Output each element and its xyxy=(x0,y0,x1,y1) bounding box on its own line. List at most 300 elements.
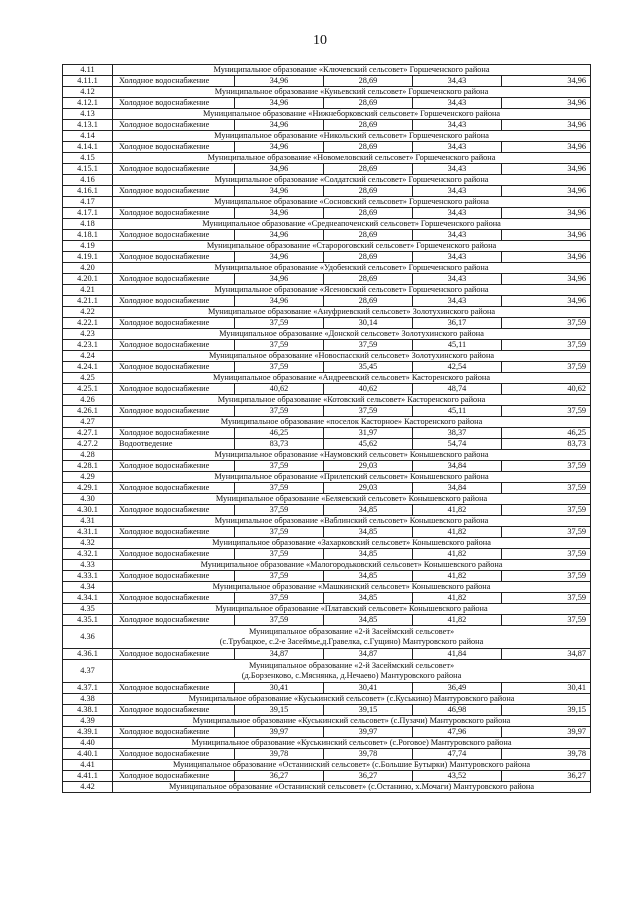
municipality-header-row xyxy=(63,660,591,683)
tariff-value-2: 39,78 xyxy=(324,749,413,760)
section-number: 4.34 xyxy=(63,582,113,593)
municipality-title: Муниципальное образование «Куськинский сельсовет» (с.Куськино) Мантуровского района xyxy=(113,694,591,705)
municipality-header-row xyxy=(63,153,591,164)
tariff-value-2: 34,87 xyxy=(324,649,413,660)
service-name: Холодное водоснабжение xyxy=(113,318,235,329)
tariff-value-3: 54,74 xyxy=(413,439,502,450)
municipality-header-row xyxy=(63,760,591,771)
tariff-value-3: 41,82 xyxy=(413,549,502,560)
municipality-title: Муниципальное образование «Ваблинский сельсовет» Конышевского района xyxy=(113,516,591,527)
tariff-value-4: 37,59 xyxy=(502,549,591,560)
municipality-title xyxy=(113,660,591,683)
tariff-value-2: 28,69 xyxy=(324,98,413,109)
municipality-title: Муниципальное образование «Ключевский сельсовет» Горшеченского района xyxy=(113,65,591,76)
tariff-value-3: 46,98 xyxy=(413,705,502,716)
tariff-value-2: 37,59 xyxy=(324,340,413,351)
tariff-value-3: 36,17 xyxy=(413,318,502,329)
section-number: 4.20 xyxy=(63,263,113,274)
tariff-value-2: 30,14 xyxy=(324,318,413,329)
tariff-value-4: 37,59 xyxy=(502,505,591,516)
municipality-header-row xyxy=(63,175,591,186)
municipality-header-row xyxy=(63,538,591,549)
municipality-header-row xyxy=(63,219,591,230)
tariff-value-1: 37,59 xyxy=(235,505,324,516)
tariff-value-1: 37,59 xyxy=(235,615,324,626)
section-number: 4.40 xyxy=(63,738,113,749)
service-name: Холодное водоснабжение xyxy=(113,593,235,604)
tariff-value-3: 41,84 xyxy=(413,649,502,660)
municipality-title: Муниципальное образование «Малогородьковский сельсовет» Конышевского района xyxy=(113,560,591,571)
municipality-title: Муниципальное образование «Новоспасский сельсовет» Золотухинского района xyxy=(113,351,591,362)
page-number: 10 xyxy=(313,33,327,48)
section-number: 4.11 xyxy=(63,65,113,76)
section-number: 4.21 xyxy=(63,285,113,296)
section-number: 4.28 xyxy=(63,450,113,461)
tariff-value-1: 34,96 xyxy=(235,120,324,131)
tariff-value-4: 83,73 xyxy=(502,439,591,450)
tariff-row xyxy=(63,274,591,285)
tariff-value-1: 34,96 xyxy=(235,98,324,109)
tariff-value-2: 40,62 xyxy=(324,384,413,395)
tariff-value-2: 28,69 xyxy=(324,164,413,175)
tariff-value-1: 34,96 xyxy=(235,230,324,241)
row-number: 4.20.1 xyxy=(63,274,113,285)
service-name: Холодное водоснабжение xyxy=(113,164,235,175)
tariff-value-1: 40,62 xyxy=(235,384,324,395)
row-number: 4.32.1 xyxy=(63,549,113,560)
tariff-value-2: 30,41 xyxy=(324,683,413,694)
service-name: Холодное водоснабжение xyxy=(113,461,235,472)
service-name: Холодное водоснабжение xyxy=(113,749,235,760)
municipality-header-row xyxy=(63,65,591,76)
tariff-value-2: 34,85 xyxy=(324,593,413,604)
service-name: Холодное водоснабжение xyxy=(113,76,235,87)
tariff-value-3: 36,49 xyxy=(413,683,502,694)
tariff-row xyxy=(63,98,591,109)
tariff-value-4: 34,87 xyxy=(502,649,591,660)
service-name: Холодное водоснабжение xyxy=(113,549,235,560)
municipality-title-line-2: (с.Трубацкое, с.2-е Засеймье,д.Гравелка, с.Гущино) Мантуровского района xyxy=(219,637,484,646)
municipality-header-row xyxy=(63,450,591,461)
tariff-value-1: 34,96 xyxy=(235,296,324,307)
tariff-value-1: 34,87 xyxy=(235,649,324,660)
section-number: 4.27 xyxy=(63,417,113,428)
section-number: 4.15 xyxy=(63,153,113,164)
service-name: Холодное водоснабжение xyxy=(113,120,235,131)
tariff-value-4: 37,59 xyxy=(502,483,591,494)
municipality-header-row xyxy=(63,395,591,406)
tariff-value-1: 37,59 xyxy=(235,406,324,417)
municipality-title: Муниципальное образование «поселок Касторное» Касторенского района xyxy=(113,417,591,428)
section-number: 4.38 xyxy=(63,694,113,705)
municipality-title: Муниципальное образование «Машкинский сельсовет» Конышевского района xyxy=(113,582,591,593)
section-number: 4.31 xyxy=(63,516,113,527)
section-number: 4.35 xyxy=(63,604,113,615)
tariff-row xyxy=(63,406,591,417)
service-name: Холодное водоснабжение xyxy=(113,186,235,197)
tariff-value-3: 48,74 xyxy=(413,384,502,395)
tariff-value-4: 46,25 xyxy=(502,428,591,439)
municipality-header-row xyxy=(63,329,591,340)
tariff-row xyxy=(63,120,591,131)
section-number: 4.39 xyxy=(63,716,113,727)
row-number: 4.30.1 xyxy=(63,505,113,516)
tariff-value-4: 37,59 xyxy=(502,527,591,538)
section-number: 4.22 xyxy=(63,307,113,318)
row-number: 4.19.1 xyxy=(63,252,113,263)
tariff-value-1: 34,96 xyxy=(235,164,324,175)
tariff-row xyxy=(63,208,591,219)
municipality-header-row xyxy=(63,626,591,649)
tariff-row xyxy=(63,296,591,307)
municipality-title: Муниципальное образование «Солдатский сельсовет» Горшеченского района xyxy=(113,175,591,186)
municipality-header-row xyxy=(63,494,591,505)
row-number: 4.36.1 xyxy=(63,649,113,660)
tariff-value-3: 34,43 xyxy=(413,98,502,109)
tariff-value-2: 36,27 xyxy=(324,771,413,782)
section-number: 4.41 xyxy=(63,760,113,771)
municipality-title: Муниципальное образование «Прилепский сельсовет» Конышевского района xyxy=(113,472,591,483)
tariff-table xyxy=(62,64,591,793)
tariff-value-2: 39,15 xyxy=(324,705,413,716)
service-name: Водоотведение xyxy=(113,439,235,450)
row-number: 4.24.1 xyxy=(63,362,113,373)
service-name: Холодное водоснабжение xyxy=(113,771,235,782)
municipality-title-line-2: (д.Борзенково, с.Мяснянка, д.Нечаево) Мантуровского района xyxy=(241,671,462,680)
row-number: 4.34.1 xyxy=(63,593,113,604)
tariff-value-4: 34,96 xyxy=(502,76,591,87)
service-name: Холодное водоснабжение xyxy=(113,428,235,439)
service-name: Холодное водоснабжение xyxy=(113,727,235,738)
tariff-value-1: 36,27 xyxy=(235,771,324,782)
row-number: 4.21.1 xyxy=(63,296,113,307)
tariff-row xyxy=(63,615,591,626)
tariff-value-2: 28,69 xyxy=(324,208,413,219)
tariff-value-4: 37,59 xyxy=(502,615,591,626)
tariff-value-2: 34,85 xyxy=(324,571,413,582)
section-number: 4.17 xyxy=(63,197,113,208)
tariff-value-1: 39,78 xyxy=(235,749,324,760)
tariff-value-2: 34,85 xyxy=(324,527,413,538)
tariff-value-4: 37,59 xyxy=(502,461,591,472)
tariff-value-1: 34,96 xyxy=(235,186,324,197)
section-number: 4.37 xyxy=(63,660,113,683)
row-number: 4.37.1 xyxy=(63,683,113,694)
municipality-header-row xyxy=(63,351,591,362)
municipality-header-row xyxy=(63,716,591,727)
tariff-value-4: 30,41 xyxy=(502,683,591,694)
section-number: 4.19 xyxy=(63,241,113,252)
tariff-value-4: 37,59 xyxy=(502,362,591,373)
tariff-value-3: 41,82 xyxy=(413,615,502,626)
tariff-value-1: 34,96 xyxy=(235,208,324,219)
section-number: 4.32 xyxy=(63,538,113,549)
tariff-value-1: 37,59 xyxy=(235,340,324,351)
tariff-value-1: 46,25 xyxy=(235,428,324,439)
municipality-header-row xyxy=(63,560,591,571)
service-name: Холодное водоснабжение xyxy=(113,683,235,694)
row-number: 4.23.1 xyxy=(63,340,113,351)
row-number: 4.39.1 xyxy=(63,727,113,738)
tariff-row xyxy=(63,727,591,738)
service-name: Холодное водоснабжение xyxy=(113,142,235,153)
section-number: 4.29 xyxy=(63,472,113,483)
section-number: 4.30 xyxy=(63,494,113,505)
tariff-value-4: 34,96 xyxy=(502,252,591,263)
tariff-row xyxy=(63,705,591,716)
tariff-value-2: 29,03 xyxy=(324,461,413,472)
municipality-header-row xyxy=(63,738,591,749)
tariff-row xyxy=(63,76,591,87)
service-name: Холодное водоснабжение xyxy=(113,274,235,285)
row-number: 4.27.1 xyxy=(63,428,113,439)
municipality-title: Муниципальное образование «Останинский сельсовет» (с.Останино, х.Мочаги) Мантуровского района xyxy=(113,782,591,793)
service-name: Холодное водоснабжение xyxy=(113,705,235,716)
row-number: 4.31.1 xyxy=(63,527,113,538)
service-name: Холодное водоснабжение xyxy=(113,362,235,373)
tariff-value-4: 37,59 xyxy=(502,340,591,351)
tariff-value-4: 34,96 xyxy=(502,186,591,197)
row-number: 4.18.1 xyxy=(63,230,113,241)
tariff-value-3: 38,37 xyxy=(413,428,502,439)
tariff-value-2: 28,69 xyxy=(324,186,413,197)
service-name: Холодное водоснабжение xyxy=(113,571,235,582)
municipality-header-row xyxy=(63,417,591,428)
tariff-value-4: 34,96 xyxy=(502,296,591,307)
tariff-value-3: 41,82 xyxy=(413,505,502,516)
tariff-row xyxy=(63,749,591,760)
row-number: 4.12.1 xyxy=(63,98,113,109)
municipality-header-row xyxy=(63,109,591,120)
row-number: 4.11.1 xyxy=(63,76,113,87)
tariff-value-2: 28,69 xyxy=(324,76,413,87)
tariff-value-4: 34,96 xyxy=(502,208,591,219)
tariff-value-3: 34,43 xyxy=(413,274,502,285)
tariff-row xyxy=(63,142,591,153)
tariff-row xyxy=(63,252,591,263)
tariff-value-3: 47,74 xyxy=(413,749,502,760)
tariff-row xyxy=(63,362,591,373)
tariff-value-2: 45,62 xyxy=(324,439,413,450)
row-number: 4.29.1 xyxy=(63,483,113,494)
tariff-row xyxy=(63,683,591,694)
municipality-header-row xyxy=(63,782,591,793)
municipality-title xyxy=(113,626,591,649)
municipality-header-row xyxy=(63,604,591,615)
service-name: Холодное водоснабжение xyxy=(113,230,235,241)
tariff-value-4: 34,96 xyxy=(502,120,591,131)
tariff-value-3: 34,84 xyxy=(413,461,502,472)
tariff-value-3: 41,82 xyxy=(413,527,502,538)
service-name: Холодное водоснабжение xyxy=(113,296,235,307)
tariff-value-3: 41,82 xyxy=(413,571,502,582)
section-number: 4.12 xyxy=(63,87,113,98)
section-number: 4.26 xyxy=(63,395,113,406)
municipality-header-row xyxy=(63,285,591,296)
tariff-value-3: 34,84 xyxy=(413,483,502,494)
municipality-title: Муниципальное образование «Среднеапоченский сельсовет» Горшеченского района xyxy=(113,219,591,230)
municipality-title: Муниципальное образование «Куськинский сельсовет» (с.Роговое) Мантуровского района xyxy=(113,738,591,749)
tariff-value-3: 45,11 xyxy=(413,406,502,417)
tariff-value-4: 34,96 xyxy=(502,142,591,153)
municipality-title-line-1: Муниципальное образование «2-й Засеймский сельсовет» xyxy=(248,661,455,670)
tariff-value-2: 28,69 xyxy=(324,230,413,241)
row-number: 4.27.2 xyxy=(63,439,113,450)
tariff-value-1: 37,59 xyxy=(235,527,324,538)
municipality-title: Муниципальное образование «Андреевский сельсовет» Касторенского района xyxy=(113,373,591,384)
tariff-value-1: 34,96 xyxy=(235,142,324,153)
service-name: Холодное водоснабжение xyxy=(113,208,235,219)
municipality-header-row xyxy=(63,516,591,527)
tariff-value-1: 37,59 xyxy=(235,571,324,582)
section-number: 4.13 xyxy=(63,109,113,120)
row-number: 4.28.1 xyxy=(63,461,113,472)
tariff-value-3: 34,43 xyxy=(413,186,502,197)
tariff-value-2: 35,45 xyxy=(324,362,413,373)
tariff-row xyxy=(63,230,591,241)
municipality-header-row xyxy=(63,373,591,384)
municipality-header-row xyxy=(63,263,591,274)
tariff-row xyxy=(63,549,591,560)
tariff-value-1: 83,73 xyxy=(235,439,324,450)
section-number: 4.25 xyxy=(63,373,113,384)
row-number: 4.26.1 xyxy=(63,406,113,417)
tariff-value-4: 34,96 xyxy=(502,98,591,109)
row-number: 4.17.1 xyxy=(63,208,113,219)
tariff-value-1: 37,59 xyxy=(235,549,324,560)
municipality-title: Муниципальное образование «Куньевский сельсовет» Горшеченского района xyxy=(113,87,591,98)
tariff-value-4: 37,59 xyxy=(502,571,591,582)
service-name: Холодное водоснабжение xyxy=(113,384,235,395)
tariff-value-2: 28,69 xyxy=(324,296,413,307)
tariff-value-3: 34,43 xyxy=(413,208,502,219)
tariff-value-3: 34,43 xyxy=(413,76,502,87)
tariff-value-4: 39,78 xyxy=(502,749,591,760)
tariff-value-2: 31,97 xyxy=(324,428,413,439)
municipality-header-row xyxy=(63,694,591,705)
tariff-row xyxy=(63,318,591,329)
municipality-title: Муниципальное образование «Беляевский сельсовет» Конышевского района xyxy=(113,494,591,505)
municipality-title: Муниципальное образование «Никольский сельсовет» Горшеченского района xyxy=(113,131,591,142)
tariff-value-4: 37,59 xyxy=(502,318,591,329)
municipality-title: Муниципальное образование «Удобенский сельсовет» Горшеченского района xyxy=(113,263,591,274)
section-number: 4.24 xyxy=(63,351,113,362)
service-name: Холодное водоснабжение xyxy=(113,483,235,494)
municipality-title: Муниципальное образование «Ануфриевский сельсовет» Золотухинского района xyxy=(113,307,591,318)
municipality-header-row xyxy=(63,197,591,208)
section-number: 4.42 xyxy=(63,782,113,793)
row-number: 4.38.1 xyxy=(63,705,113,716)
row-number: 4.15.1 xyxy=(63,164,113,175)
tariff-value-1: 39,15 xyxy=(235,705,324,716)
tariff-value-2: 37,59 xyxy=(324,406,413,417)
tariff-value-4: 37,59 xyxy=(502,593,591,604)
tariff-value-4: 34,96 xyxy=(502,274,591,285)
tariff-value-1: 37,59 xyxy=(235,483,324,494)
tariff-value-1: 37,59 xyxy=(235,593,324,604)
tariff-row xyxy=(63,571,591,582)
municipality-header-row xyxy=(63,582,591,593)
tariff-value-3: 34,43 xyxy=(413,252,502,263)
municipality-title: Муниципальное образование «Сосновский сельсовет» Горшеченского района xyxy=(113,197,591,208)
municipality-title: Муниципальное образование «Платавский сельсовет» Конышевского района xyxy=(113,604,591,615)
tariff-value-3: 41,82 xyxy=(413,593,502,604)
tariff-value-2: 34,85 xyxy=(324,615,413,626)
municipality-title: Муниципальное образование «Останинский сельсовет» (с.Большие Бутырки) Мантуровского района xyxy=(113,760,591,771)
tariff-value-4: 40,62 xyxy=(502,384,591,395)
service-name: Холодное водоснабжение xyxy=(113,252,235,263)
tariff-row xyxy=(63,527,591,538)
municipality-header-row xyxy=(63,472,591,483)
tariff-value-1: 37,59 xyxy=(235,318,324,329)
tariff-value-1: 37,59 xyxy=(235,362,324,373)
tariff-row xyxy=(63,505,591,516)
tariff-value-1: 30,41 xyxy=(235,683,324,694)
municipality-title: Муниципальное образование «Нижнеборковский сельсовет» Горшеченского района xyxy=(113,109,591,120)
tariff-value-4: 39,15 xyxy=(502,705,591,716)
municipality-title: Муниципальное образование «Новомеловский сельсовет» Горшеченского района xyxy=(113,153,591,164)
tariff-value-3: 34,43 xyxy=(413,120,502,131)
service-name: Холодное водоснабжение xyxy=(113,406,235,417)
tariff-value-2: 34,85 xyxy=(324,549,413,560)
tariff-row xyxy=(63,164,591,175)
service-name: Холодное водоснабжение xyxy=(113,98,235,109)
tariff-value-3: 34,43 xyxy=(413,296,502,307)
tariff-value-1: 39,97 xyxy=(235,727,324,738)
municipality-header-row xyxy=(63,307,591,318)
municipality-title: Муниципальное образование «Старороговский сельсовет» Горшеченского района xyxy=(113,241,591,252)
tariff-value-1: 37,59 xyxy=(235,461,324,472)
tariff-value-3: 47,96 xyxy=(413,727,502,738)
section-number: 4.33 xyxy=(63,560,113,571)
service-name: Холодное водоснабжение xyxy=(113,527,235,538)
tariff-row xyxy=(63,593,591,604)
municipality-header-row xyxy=(63,87,591,98)
section-number: 4.36 xyxy=(63,626,113,649)
tariff-value-2: 34,85 xyxy=(324,505,413,516)
municipality-title: Муниципальное образование «Котовский сельсовет» Касторенского района xyxy=(113,395,591,406)
tariff-value-4: 34,96 xyxy=(502,230,591,241)
tariff-value-4: 36,27 xyxy=(502,771,591,782)
row-number: 4.25.1 xyxy=(63,384,113,395)
service-name: Холодное водоснабжение xyxy=(113,505,235,516)
tariff-value-3: 42,54 xyxy=(413,362,502,373)
tariff-value-2: 29,03 xyxy=(324,483,413,494)
municipality-title: Муниципальное образование «Куськинский сельсовет» (с.Пузачи) Мантуровского района xyxy=(113,716,591,727)
tariff-value-2: 28,69 xyxy=(324,120,413,131)
tariff-row xyxy=(63,461,591,472)
tariff-row xyxy=(63,771,591,782)
service-name: Холодное водоснабжение xyxy=(113,615,235,626)
section-number: 4.16 xyxy=(63,175,113,186)
municipality-title: Муниципальное образование «Донской сельсовет» Золотухинского района xyxy=(113,329,591,340)
row-number: 4.33.1 xyxy=(63,571,113,582)
tariff-value-4: 39,97 xyxy=(502,727,591,738)
service-name: Холодное водоснабжение xyxy=(113,340,235,351)
tariff-value-2: 39,97 xyxy=(324,727,413,738)
tariff-value-2: 28,69 xyxy=(324,252,413,263)
municipality-title-line-1: Муниципальное образование «2-й Засеймский сельсовет» xyxy=(248,627,455,636)
row-number: 4.16.1 xyxy=(63,186,113,197)
municipality-header-row xyxy=(63,131,591,142)
municipality-title: Муниципальное образование «Ясеновский сельсовет» Горшеченского района xyxy=(113,285,591,296)
tariff-value-4: 34,96 xyxy=(502,164,591,175)
tariff-value-2: 28,69 xyxy=(324,274,413,285)
tariff-value-4: 37,59 xyxy=(502,406,591,417)
tariff-value-3: 34,43 xyxy=(413,142,502,153)
municipality-title: Муниципальное образование «Наумовский сельсовет» Конышевского района xyxy=(113,450,591,461)
row-number: 4.22.1 xyxy=(63,318,113,329)
